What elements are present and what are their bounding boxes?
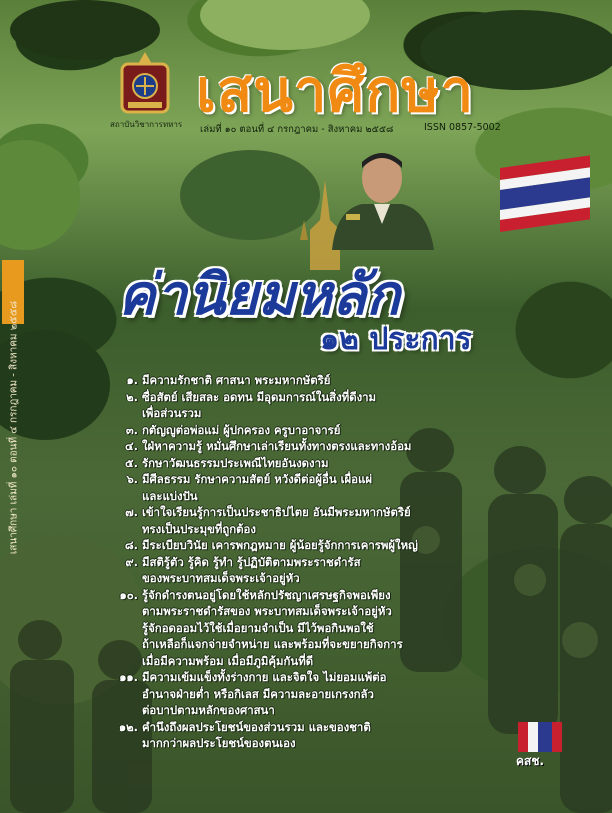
core-value-text: มีความเข้มแข็งทั้งร่างกาย และจิตใจ ไม่ยอมแพ้ต่อ [142,670,387,684]
spine-text: เสนาศึกษา เล่มที่ ๑๐ ตอนที่ ๔ กรกฎาคม - สิงหาคม ๒๕๕๘ [8,300,20,555]
core-value-text: ของพระบาทสมเด็จพระเจ้าอยู่หัว [142,571,300,585]
core-value-number: ๑. [126,373,138,387]
core-value-text: เพื่อส่วนรวม [142,406,202,420]
core-value-number: ๔. [125,439,138,453]
core-value-text: ใฝ่หาความรู้ หมั่นศึกษาเล่าเรียนทั้งทางตรงและทางอ้อม [142,439,412,453]
core-value-item [116,438,536,455]
core-value-number: ๑๒. [118,719,138,734]
core-value-text: มีความรักชาติ ศาสนา พระมหากษัตริย์ [142,373,331,387]
core-value-text: มีระเบียบวินัย เคารพกฎหมาย ผู้น้อยรู้จักการเคารพผู้ใหญ่ [142,538,418,552]
core-value-number: ๕. [125,455,138,470]
core-value-text: เมื่อมีความพร้อม เมื่อมีภูมิคุ้มกันที่ดี [142,653,314,668]
core-value-text: รู้จักอดออมไว้ใช้เมื่อยามจำเป็น มีไว้พอกินพอใช้ [142,620,374,635]
core-value-item [116,719,536,752]
feature-subtitle: ๑๒ ประการ [320,322,472,357]
core-value-text: และแบ่งปัน [142,488,198,503]
core-value-text: คำนึงถึงผลประโยชน์ของส่วนรวม และของชาติ [142,719,371,734]
core-value-text: มีสติรู้ตัว รู้คิด รู้ทำ รู้ปฏิบัติตามพระราชดำรัส [142,554,361,569]
core-value-text: ทรงเป็นประมุขที่ถูกต้อง [142,521,256,536]
camo-pattern [0,140,80,250]
core-value-item [116,554,536,587]
core-value-number: ๖. [126,472,138,486]
core-value-item [116,455,536,472]
core-value-text: ต่อบาปตามหลักของศาสนา [142,703,275,717]
core-value-item [116,389,536,422]
issn: ISSN 0857-5002 [424,122,501,133]
core-value-number: ๙. [125,554,138,569]
core-value-text: มีศีลธรรม รักษาความสัตย์ หวังดีต่อผู้อื่น เผื่อแผ่ [142,472,373,486]
core-value-item [116,372,536,389]
core-value-text: มากกว่าผลประโยชน์ของตนเอง [142,736,296,750]
core-value-item [116,669,536,719]
core-value-number: ๑๑. [119,670,138,684]
thai-flag-image [500,150,590,250]
core-value-number: ๑๐. [119,587,138,602]
core-value-number: ๘. [124,538,138,552]
core-value-text: ซื่อสัตย์ เสียสละ อดทน มีอุดมการณ์ในสิ่งที่ดีงาม [142,389,377,404]
core-value-text: อำนาจฝ่ายต่ำ หรือกิเลส มีความละอายเกรงกลัว [142,686,374,701]
officer-portrait-image [322,140,442,250]
core-value-number: ๓. [125,422,138,437]
core-value-item [116,537,536,554]
core-value-text: ถ้าเหลือก็แจกจ่ายจำหน่าย และพร้อมที่จะขยายกิจการ [142,637,403,651]
core-value-text: เข้าใจเรียนรู้การเป็นประชาธิปไตย อันมีพระมหากษัตริย์ [142,505,411,519]
emblem-caption: สถาบันวิชาการทหาร [110,120,183,129]
camo-pattern [200,0,370,50]
core-value-item [116,471,536,504]
core-value-item [116,587,536,670]
core-value-item [116,422,536,439]
magazine-title: เสนาศึกษา [196,57,475,125]
core-value-text: รู้จักดำรงตนอยู่โดยใช้หลักปรัชญาเศรษฐกิจพอเพียง [142,587,391,602]
core-values-list [116,372,536,752]
core-value-number: ๒. [126,389,138,404]
core-value-item [116,504,536,537]
core-value-text: ตามพระราชดำรัสของ พระบาทสมเด็จพระเจ้าอยู่หัว [142,604,392,618]
institute-emblem-icon [114,50,176,116]
core-value-number: ๗. [125,505,138,519]
publisher-label: คสช. [516,754,545,768]
issue-line: เล่มที่ ๑๐ ตอนที่ ๔ กรกฎาคม - สิงหาคม ๒๕๕๘ [200,124,394,135]
core-value-text: รักษาวัฒนธรรมประเพณีไทยอันงดงาม [142,455,329,470]
feature-title: ค่านิยมหลัก [118,263,401,328]
core-value-text: กตัญญูต่อพ่อแม่ ผู้ปกครอง ครูบาอาจารย์ [142,422,341,437]
spine [4,260,24,600]
